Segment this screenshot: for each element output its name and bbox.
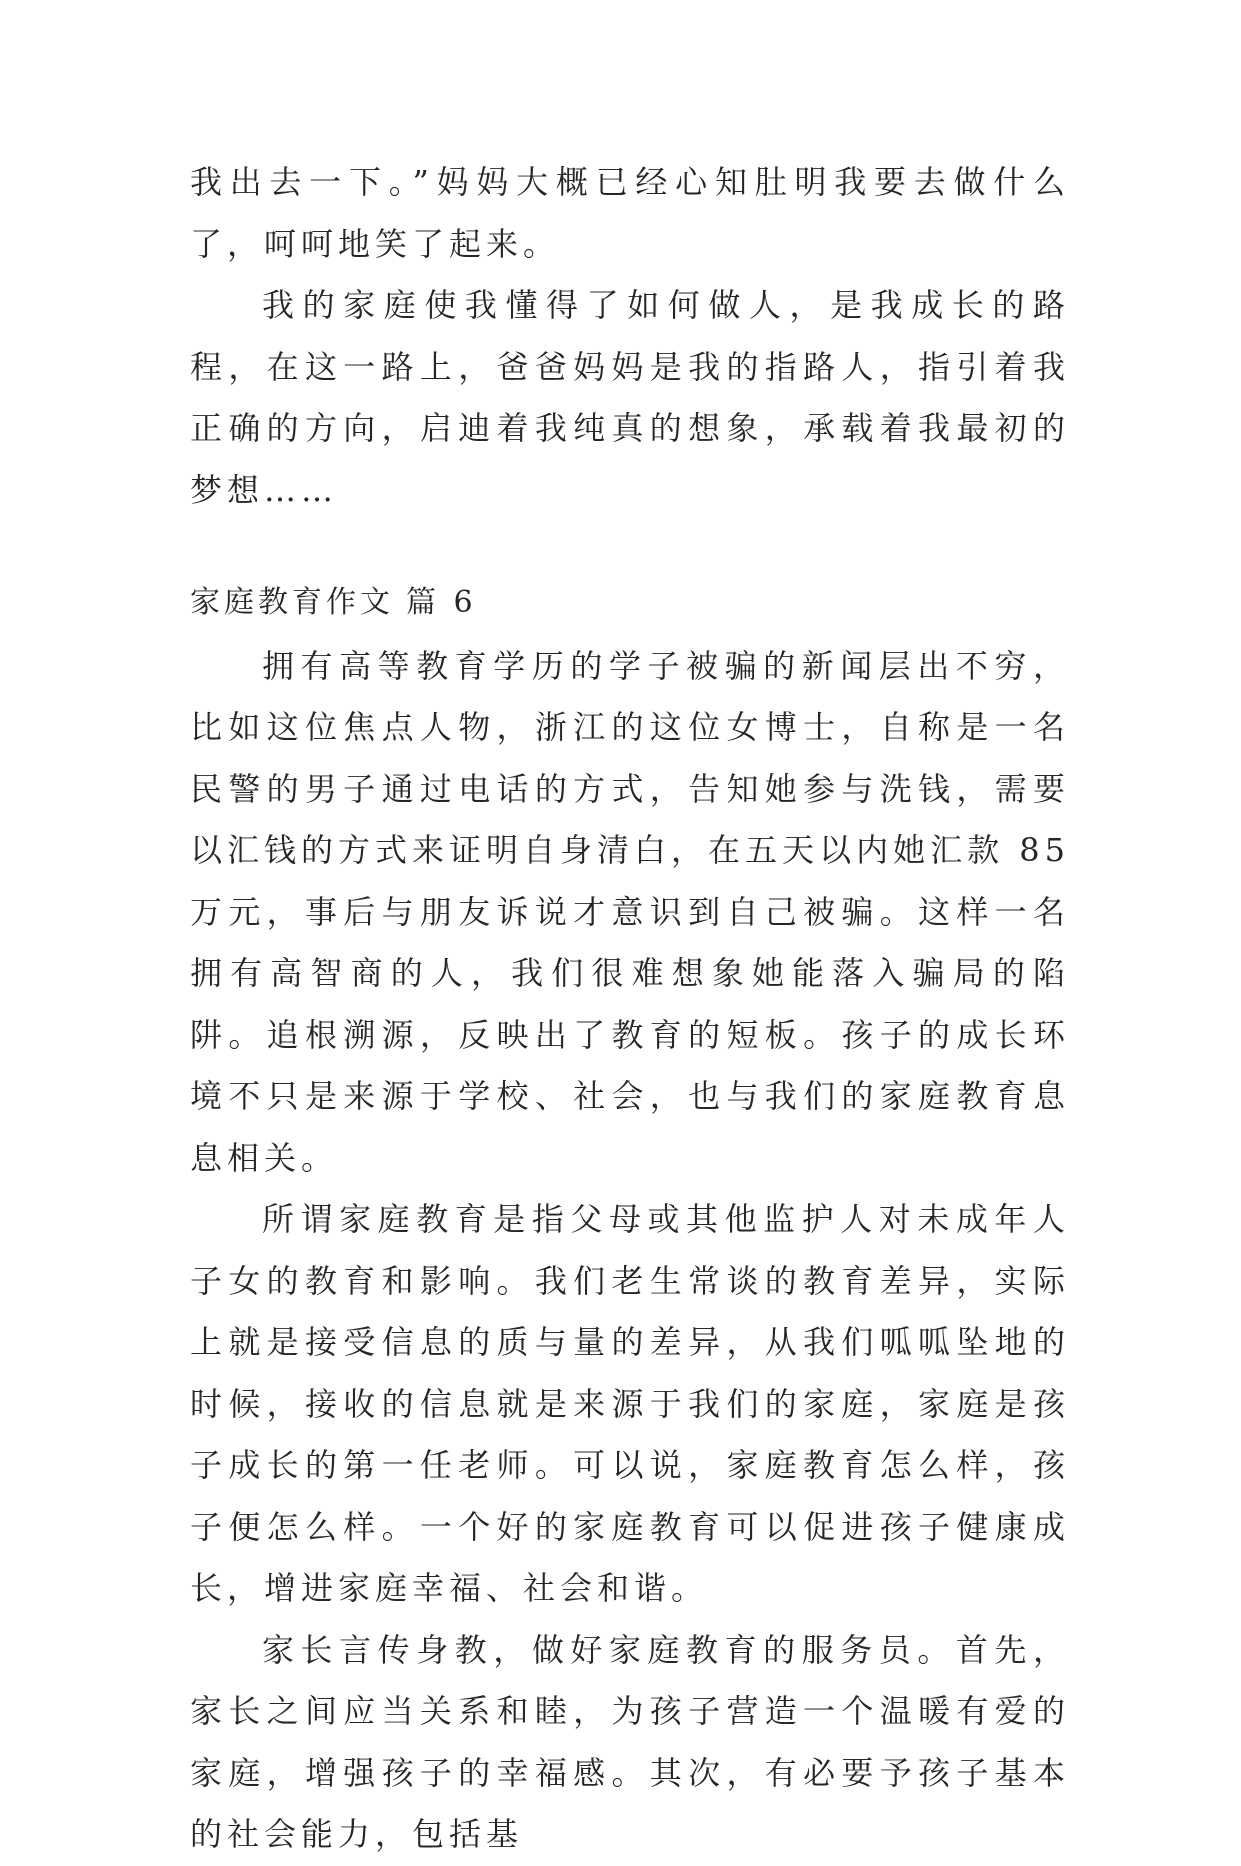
paragraph: 拥有高等教育学历的学子被骗的新闻层出不穷，比如这位焦点人物，浙江的这位女博士，自称是一名民警的男子通过电话的方式，告知她参与洗钱，需要以汇钱的方式来证明自身清白，在五天以内她汇款 85 万元，事后与朋友诉说才意识到自己被骗。这样一名拥有高智商的人，我们很难想象她能落入骗局的陷阱。追根溯源，反映出了教育的短板。孩子的成长环境不只是来源于学校、社会，也与我们的家庭教育息息相关。	[190, 646, 1070, 1177]
section-title: 家庭教育作文	[190, 585, 394, 620]
paragraph-continued: 我出去一下。”妈妈大概已经心知肚明我要去做什么了，呵呵地笑了起来。	[190, 163, 1070, 263]
paragraph-conclusion: 我的家庭使我懂得了如何做人，是我成长的路程，在这一路上，爸爸妈妈是我的指路人，指引着我正确的方向，启迪着我纯真的想象，承载着我最初的梦想……	[190, 286, 1070, 509]
document-body	[190, 152, 1070, 1866]
paragraph: 所谓家庭教育是指父母或其他监护人对未成年人子女的教育和影响。我们老生常谈的教育差异，实际上就是接受信息的质与量的差异，从我们呱呱坠地的时候，接收的信息就是来源于我们的家庭，家庭是孩子成长的第一任老师。可以说，家庭教育怎么样，孩子便怎么样。一个好的家庭教育可以促进孩子健康成长，增进家庭幸福、社会和谐。	[190, 1200, 1070, 1607]
section-heading	[190, 572, 1070, 634]
paragraph: 家长言传身教，做好家庭教育的服务员。首先，家长之间应当关系和睦，为孩子营造一个温暖有爱的家庭，增强孩子的幸福感。其次，有必要予孩子基本的社会能力，包括基	[190, 1630, 1070, 1853]
section-number: 篇 6	[406, 585, 477, 620]
